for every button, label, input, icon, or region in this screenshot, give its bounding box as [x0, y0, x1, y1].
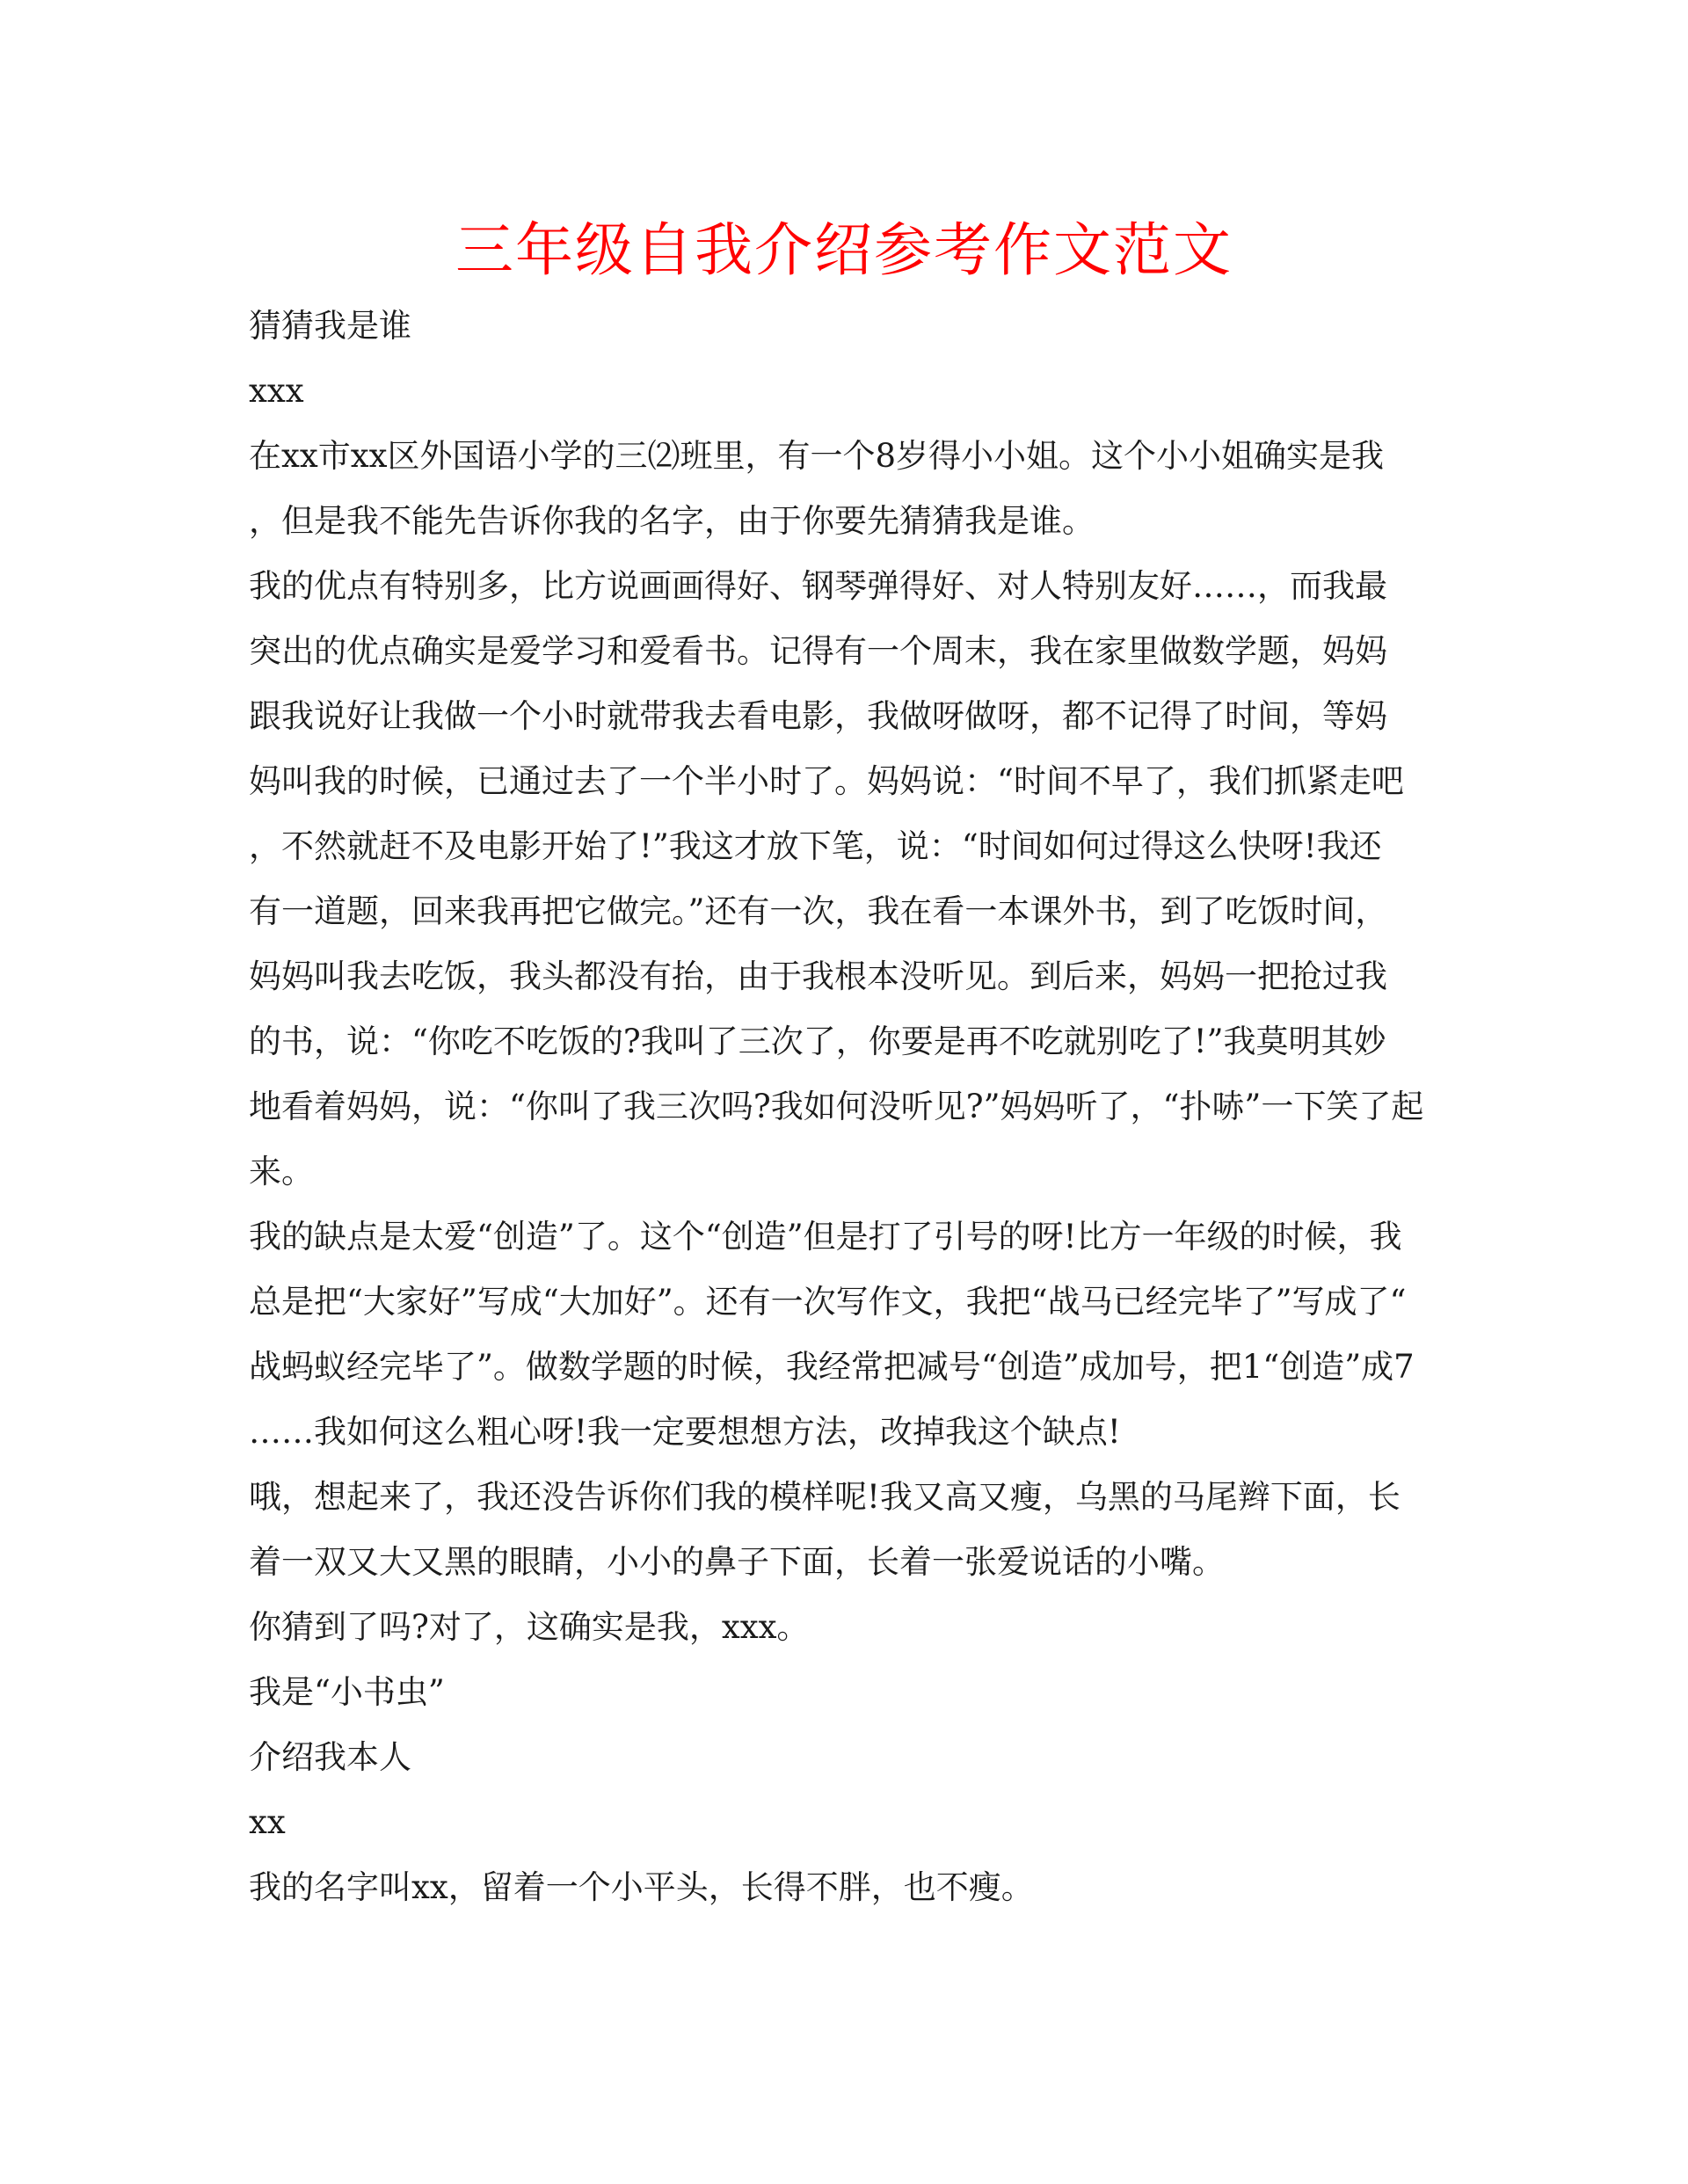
text-line: 你猜到了吗?对了，这确实是我，xxx。: [249, 1608, 810, 1646]
text-line: 我是“小书虫”: [249, 1673, 445, 1711]
text-line: xx: [249, 1803, 286, 1841]
text-line: 跟我说好让我做一个小时就带我去看电影，我做呀做呀，都不记得了时间，等妈: [249, 697, 1387, 735]
text-line: 突出的优点确实是爱学习和爱看书。记得有一个周末，我在家里做数学题，妈妈: [249, 632, 1387, 670]
text-line: 着一双又大又黑的眼睛，小小的鼻子下面，长着一张爱说话的小嘴。: [249, 1543, 1225, 1581]
text-line: ……我如何这么粗心呀!我一定要想想方法，改掉我这个缺点!: [249, 1413, 1121, 1451]
text-line: 我的优点有特别多，比方说画画得好、钢琴弹得好、对人特别友好……，而我最: [249, 567, 1387, 605]
text-line: 战蚂蚁经完毕了”。做数学题的时候，我经常把减号“创造”成加号，把1“创造”成7: [249, 1348, 1415, 1386]
text-line: 来。: [249, 1153, 314, 1190]
text-line: 哦，想起来了，我还没告诉你们我的模样呢!我又高又瘦，乌黑的马尾辫下面，长: [249, 1478, 1401, 1516]
text-line: xxx: [249, 372, 304, 410]
text-line: ，但是我不能先告诉你我的名字，由于你要先猜猜我是谁。: [249, 502, 1095, 540]
text-line: 总是把“大家好”写成“大加好”。还有一次写作文，我把“战马已经完毕了”写成了“: [249, 1283, 1407, 1321]
text-line: 的书，说：“你吃不吃饭的?我叫了三次了，你要是再不吃就别吃了!”我莫明其妙: [249, 1023, 1386, 1060]
text-line: 妈妈叫我去吃饭，我头都没有抬，由于我根本没听见。到后来，妈妈一把抢过我: [249, 957, 1387, 995]
text-line: 妈叫我的时候，已通过去了一个半小时了。妈妈说：“时间不早了，我们抓紧走吧: [249, 762, 1404, 800]
text-line: 地看着妈妈，说：“你叫了我三次吗?我如何没听见?”妈妈听了，“扑哧”一下笑了起: [249, 1088, 1424, 1125]
text-line: ，不然就赶不及电影开始了!”我这才放下笔，说：“时间如何过得这么快呀!我还: [249, 827, 1382, 865]
text-line: 有一道题，回来我再把它做完。”还有一次，我在看一本课外书，到了吃饭时间，: [249, 892, 1388, 930]
text-line: 猜猜我是谁: [249, 307, 411, 345]
document-title: 三年级自我介绍参考作文范文: [455, 216, 1233, 284]
text-line: 我的缺点是太爱“创造”了。这个“创造”但是打了引号的呀!比方一年级的时候，我: [249, 1218, 1402, 1256]
text-line: 介绍我本人: [249, 1738, 411, 1776]
text-line: 在xx市xx区外国语小学的三⑵班里，有一个8岁得小小姐。这个小小姐确实是我: [249, 437, 1385, 475]
document-body: [249, 294, 1444, 1920]
text-line: 我的名字叫xx，留着一个小平头，长得不胖，也不瘦。: [249, 1868, 1034, 1906]
